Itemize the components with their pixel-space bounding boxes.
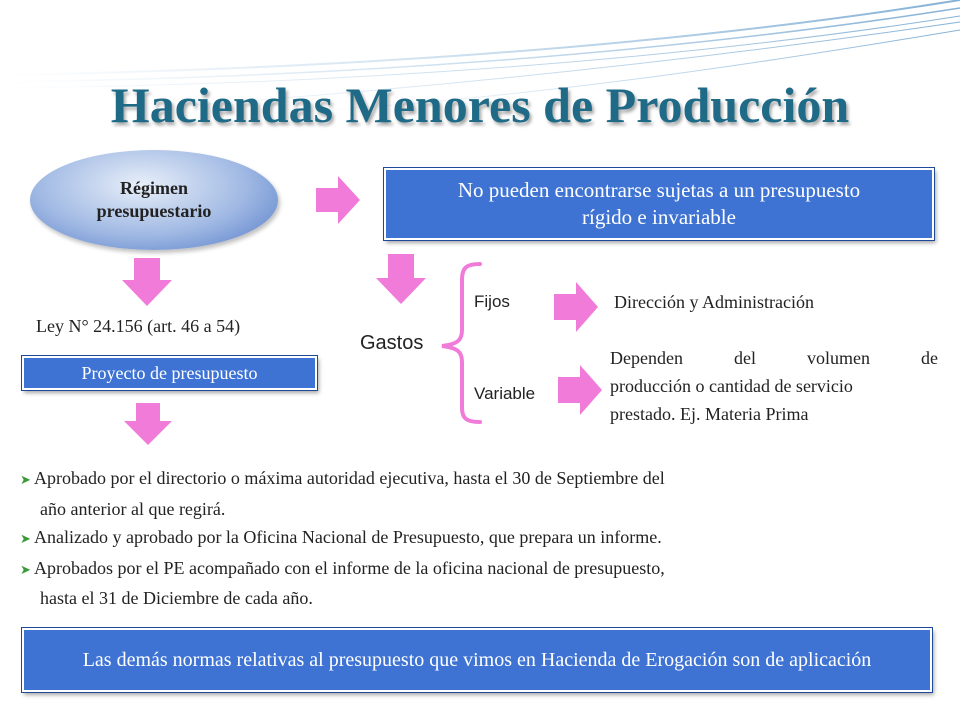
- direccion-text: Dirección y Administración: [614, 292, 814, 312]
- fijos-label: Fijos: [474, 292, 510, 311]
- regimen-oval: [30, 150, 278, 250]
- bullet-item-continued: año anterior al que regirá.: [40, 498, 226, 519]
- normas-box: Las demás normas relativas al presupuesto que vimos en Hacienda de Erogación son de aplicación: [22, 628, 932, 692]
- bullet-item: ➤ Aprobado por el directorio o máxima autoridad ejecutiva, hasta el 30 de Septiembre del: [20, 464, 920, 495]
- arrowhead-bullet-icon: ➤: [20, 561, 31, 577]
- arrow-right-icon: [558, 365, 602, 415]
- page-title: Haciendas Menores de Producción: [110, 77, 850, 133]
- dependen-text: [610, 344, 938, 428]
- gastos-label: Gastos: [360, 332, 424, 354]
- arrowhead-bullet-icon: ➤: [20, 531, 31, 546]
- arrow-right-icon: [554, 282, 598, 332]
- arrow-down-icon: [376, 254, 426, 304]
- box-top-line-1: No pueden encontrarse sujetas a un presupuesto: [457, 177, 861, 202]
- arrow-down-icon: [124, 403, 172, 445]
- bullet-item-continued: hasta el 31 de Diciembre de cada año.: [40, 588, 313, 608]
- box-top-line-2: rígido e invariable: [582, 205, 736, 229]
- bullet-item: ➤ Aprobados por el PE acompañado con el informe de la oficina nacional de presupuesto,: [20, 554, 920, 585]
- variable-label: Variable: [474, 384, 536, 403]
- ley-text: Ley N° 24.156 (art. 46 a 54): [36, 316, 241, 336]
- arrow-down-icon: [122, 258, 172, 306]
- arrowhead-bullet-icon: ➤: [20, 472, 31, 487]
- proyecto-box: Proyecto de presupuesto: [22, 356, 317, 390]
- bullet-item: ➤ Analizado y aprobado por la Oficina Nacional de Presupuesto, que prepara un informe.: [20, 523, 920, 554]
- dependen-line-2: producción o cantidad de servicio: [610, 376, 853, 396]
- bullet-list: [20, 464, 920, 613]
- oval-line-1: Régimen: [120, 177, 188, 198]
- dependen-line-3: prestado. Ej. Materia Prima: [610, 404, 809, 424]
- dependen-line-1: Dependen del volumen de: [610, 348, 938, 368]
- rigid-budget-box: [384, 168, 934, 240]
- arrow-right-icon: [316, 176, 360, 224]
- oval-line-2: presupuestario: [96, 201, 212, 221]
